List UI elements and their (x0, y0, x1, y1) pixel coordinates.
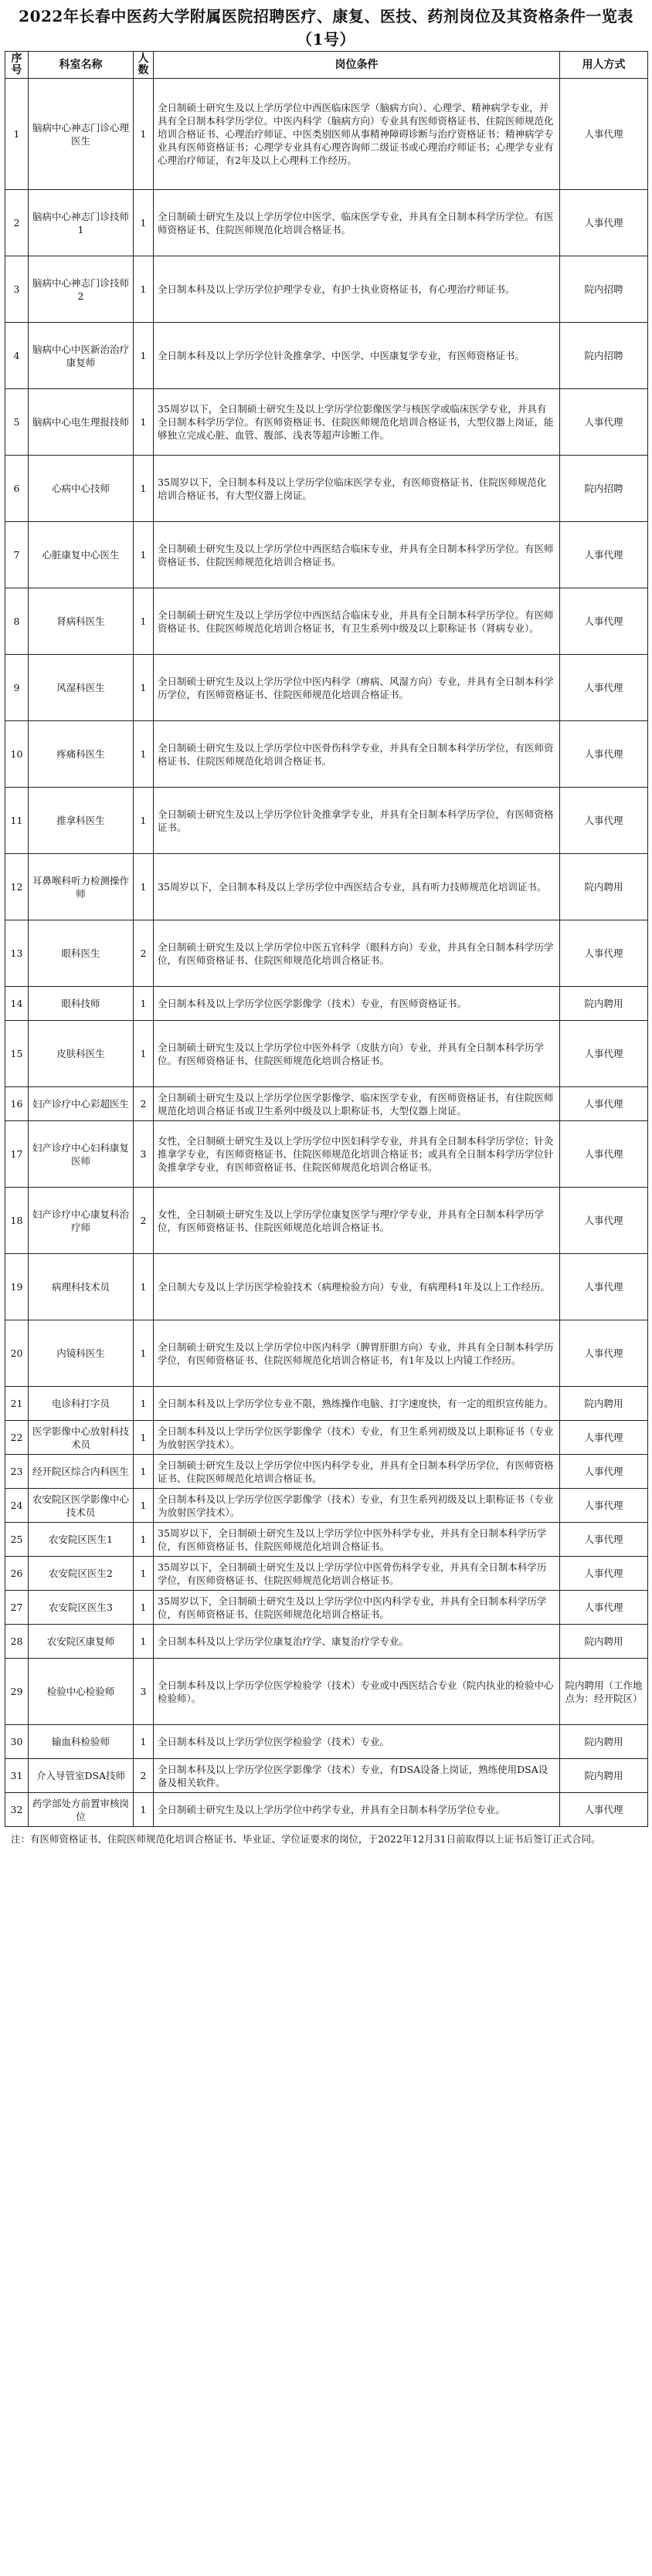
cell-requirements: 全日制硕士研究生及以上学历学位中医内科学（脾胃肝胆方向）专业，并具有全日制本科学历学位，有医师资格证书、住院医师规范化培训合格证书，有1年及以上内镜工作经历。 (154, 1320, 560, 1387)
cell-no: 20 (5, 1320, 29, 1387)
cell-requirements: 女性，全日制硕士研究生及以上学历学位康复医学与理疗学专业，并具有全日制本科学历学位，有医师资格证书、住院医师规范化培训合格证书。 (154, 1188, 560, 1254)
cell-no: 25 (5, 1523, 29, 1557)
cell-count: 1 (134, 256, 154, 323)
cell-dept: 脑病中心电生理报技师 (29, 389, 134, 456)
table-row (5, 1625, 648, 1659)
cell-employment-mode: 人事代理 (560, 1557, 648, 1591)
cell-dept: 妇产诊疗中心康复科治疗师 (29, 1188, 134, 1254)
cell-count: 2 (134, 920, 154, 987)
cell-requirements: 35周岁以下，全日制硕士研究生及以上学历学位中医外科学专业，并具有全日制本科学历学位，有医师资格证书、住院医师规范化培训合格证书。 (154, 1523, 560, 1557)
cell-count: 1 (134, 389, 154, 456)
cell-no: 22 (5, 1421, 29, 1455)
cell-count: 1 (134, 1793, 154, 1827)
cell-no: 16 (5, 1087, 29, 1121)
cell-count: 1 (134, 1625, 154, 1659)
cell-dept: 推拿科医生 (29, 788, 134, 854)
cell-dept: 农安院区医生3 (29, 1591, 134, 1625)
cell-no: 9 (5, 655, 29, 721)
cell-no: 11 (5, 788, 29, 854)
cell-dept: 电诊科打字员 (29, 1387, 134, 1421)
cell-count: 1 (134, 1455, 154, 1489)
table-row (5, 1021, 648, 1087)
cell-count: 1 (134, 1421, 154, 1455)
cell-requirements: 35周岁以下，全日制本科及以上学历学位中西医结合专业，具有听力技师规范化培训证书。 (154, 854, 560, 920)
cell-count: 1 (134, 721, 154, 788)
cell-count: 1 (134, 323, 154, 389)
cell-requirements: 全日制本科及以上学历学位医学检验学（技术）专业或中西医结合专业（院内执业的检验中心检验师）。 (154, 1659, 560, 1725)
cell-requirements: 全日制硕士研究生及以上学历学位中医学、临床医学专业，并具有全日制本科学历学位。有医师资格证书、住院医师规范化培训合格证书。 (154, 190, 560, 256)
cell-employment-mode: 院内招聘 (560, 256, 648, 323)
cell-dept: 病理科技术员 (29, 1254, 134, 1320)
cell-no: 28 (5, 1625, 29, 1659)
cell-no: 18 (5, 1188, 29, 1254)
cell-no: 19 (5, 1254, 29, 1320)
cell-employment-mode: 院内招聘 (560, 456, 648, 522)
cell-employment-mode: 人事代理 (560, 920, 648, 987)
table-row (5, 1254, 648, 1320)
table-row (5, 788, 648, 854)
cell-employment-mode: 院内聘用 (560, 854, 648, 920)
cell-dept: 眼科技师 (29, 987, 134, 1021)
table-row (5, 655, 648, 721)
cell-no: 31 (5, 1759, 29, 1793)
cell-no: 27 (5, 1591, 29, 1625)
cell-count: 1 (134, 456, 154, 522)
cell-requirements: 全日制本科及以上学历学位针灸推拿学、中医学、中医康复学专业，有医师资格证书。 (154, 323, 560, 389)
cell-employment-mode: 人事代理 (560, 1121, 648, 1188)
cell-employment-mode: 人事代理 (560, 1254, 648, 1320)
cell-employment-mode: 院内聘用 (560, 1759, 648, 1793)
cell-requirements: 全日制本科及以上学历学位专业不限，熟练操作电脑、打字速度快，有一定的组织宣传能力。 (154, 1387, 560, 1421)
cell-employment-mode: 人事代理 (560, 79, 648, 190)
table-row (5, 1591, 648, 1625)
cell-dept: 风湿科医生 (29, 655, 134, 721)
table-row (5, 1725, 648, 1759)
cell-no: 5 (5, 389, 29, 456)
cell-no: 15 (5, 1021, 29, 1087)
table-row (5, 1759, 648, 1793)
cell-employment-mode: 人事代理 (560, 1188, 648, 1254)
header-employment-mode: 用人方式 (560, 52, 648, 79)
cell-count: 1 (134, 987, 154, 1021)
table-row (5, 456, 648, 522)
cell-employment-mode: 院内聘用（工作地点为：经开院区） (560, 1659, 648, 1725)
table-row (5, 1489, 648, 1523)
cell-no: 3 (5, 256, 29, 323)
cell-employment-mode: 人事代理 (560, 588, 648, 655)
cell-dept: 肾病科医生 (29, 588, 134, 655)
cell-employment-mode: 人事代理 (560, 655, 648, 721)
cell-dept: 心脏康复中心医生 (29, 522, 134, 588)
cell-employment-mode: 人事代理 (560, 1591, 648, 1625)
cell-requirements: 全日制硕士研究生及以上学历学位针灸推拿学专业，并具有全日制本科学历学位，有医师资格证书。 (154, 788, 560, 854)
cell-count: 1 (134, 788, 154, 854)
cell-employment-mode: 人事代理 (560, 1523, 648, 1557)
cell-no: 7 (5, 522, 29, 588)
cell-dept: 眼科医生 (29, 920, 134, 987)
cell-requirements: 全日制硕士研究生及以上学历学位医学影像学、临床医学专业，有医师资格证书，有住院医师规范化培训合格证书或卫生系列中级及以上职称证书，大型仪器上岗证。 (154, 1087, 560, 1121)
cell-no: 2 (5, 190, 29, 256)
cell-dept: 农安院区康复师 (29, 1625, 134, 1659)
cell-requirements: 全日制本科及以上学历学位医学影像学（技术）专业，有卫生系列初级及以上职称证书（专业为放射医学技术）。 (154, 1489, 560, 1523)
cell-requirements: 全日制硕士研究生及以上学历学位中西医临床医学（脑病方向）、心理学、精神病学专业，并具有全日制本科学历学位。中医内科学（脑病方向）专业具有医师资格证书、住院医师规范化培训合格证书、心理治疗师证、中医类别医师从事精神障碍诊断与治疗资格证书；精神病学专业具有医师资格证书；心理学专业具有心理咨询师二级证书或心理治疗师证书；心理学专业有心理治疗师证，有2年及以上心理科工作经历。 (154, 79, 560, 190)
cell-no: 10 (5, 721, 29, 788)
cell-no: 17 (5, 1121, 29, 1188)
cell-requirements: 全日制本科及以上学历学位医学影像学（技术）专业，有卫生系列初级及以上职称证书（专业为放射医学技术）。 (154, 1421, 560, 1455)
cell-requirements: 35周岁以下，全日制本科及以上学历学位临床医学专业，有医师资格证书、住院医师规范化培训合格证书，有大型仪器上岗证。 (154, 456, 560, 522)
cell-employment-mode: 人事代理 (560, 721, 648, 788)
cell-no: 4 (5, 323, 29, 389)
cell-count: 2 (134, 1087, 154, 1121)
cell-count: 1 (134, 1557, 154, 1591)
cell-dept: 脑病中心中医新治治疗康复师 (29, 323, 134, 389)
cell-dept: 脑病中心神志门诊技师1 (29, 190, 134, 256)
table-row (5, 588, 648, 655)
header-no: 序号 (5, 52, 29, 79)
cell-no: 8 (5, 588, 29, 655)
cell-dept: 内镜科医生 (29, 1320, 134, 1387)
cell-requirements: 全日制本科及以上学历学位医学影像学（技术）专业，有DSA设备上岗证，熟练使用DSA设备及相关软件。 (154, 1759, 560, 1793)
cell-count: 1 (134, 522, 154, 588)
cell-dept: 耳鼻喉科听力检测操作师 (29, 854, 134, 920)
table-header-row (5, 52, 648, 79)
table-row (5, 389, 648, 456)
cell-dept: 农安院区医生1 (29, 1523, 134, 1557)
cell-count: 1 (134, 1489, 154, 1523)
cell-no: 1 (5, 79, 29, 190)
table-row (5, 256, 648, 323)
cell-requirements: 35周岁以下，全日制硕士研究生及以上学历学位影像医学与核医学或临床医学专业，并具有全日制本科学历学位。有医师资格证书、住院医师规范化培训合格证书，大型仪器上岗证，能够独立完成心脏、血管、腹部、浅表等超声诊断工作。 (154, 389, 560, 456)
cell-dept: 医学影像中心放射科技术员 (29, 1421, 134, 1455)
cell-no: 14 (5, 987, 29, 1021)
cell-employment-mode: 人事代理 (560, 1793, 648, 1827)
cell-employment-mode: 人事代理 (560, 1489, 648, 1523)
cell-dept: 介入导管室DSA技师 (29, 1759, 134, 1793)
cell-dept: 心病中心技师 (29, 456, 134, 522)
table-row (5, 854, 648, 920)
cell-employment-mode: 院内聘用 (560, 1625, 648, 1659)
cell-count: 1 (134, 1387, 154, 1421)
table-row (5, 79, 648, 190)
cell-employment-mode: 院内聘用 (560, 1387, 648, 1421)
cell-dept: 输血科检验师 (29, 1725, 134, 1759)
table-row (5, 323, 648, 389)
table-body (5, 79, 648, 1827)
cell-count: 1 (134, 655, 154, 721)
cell-requirements: 全日制硕士研究生及以上学历学位中西医结合临床专业，并具有全日制本科学历学位。有医师资格证书、住院医师规范化培训合格证书，有卫生系列中级及以上职称证书（肾病专业）。 (154, 588, 560, 655)
cell-no: 13 (5, 920, 29, 987)
cell-no: 12 (5, 854, 29, 920)
header-count: 人数 (134, 52, 154, 79)
cell-count: 3 (134, 1121, 154, 1188)
table-row (5, 190, 648, 256)
cell-count: 1 (134, 588, 154, 655)
cell-no: 6 (5, 456, 29, 522)
cell-dept: 妇产诊疗中心彩超医生 (29, 1087, 134, 1121)
page-title: 2022年长春中医药大学附属医院招聘医疗、康复、医技、药剂岗位及其资格条件一览表（1号） (19, 7, 633, 49)
table-row (5, 1523, 648, 1557)
cell-count: 1 (134, 1021, 154, 1087)
cell-count: 2 (134, 1188, 154, 1254)
cell-dept: 皮肤科医生 (29, 1021, 134, 1087)
cell-no: 30 (5, 1725, 29, 1759)
cell-employment-mode: 人事代理 (560, 788, 648, 854)
positions-table (5, 51, 648, 1827)
table-row (5, 522, 648, 588)
cell-dept: 妇产诊疗中心妇科康复医师 (29, 1121, 134, 1188)
cell-count: 3 (134, 1659, 154, 1725)
cell-dept: 疼痛科医生 (29, 721, 134, 788)
cell-count: 1 (134, 1320, 154, 1387)
cell-requirements: 全日制本科及以上学历学位医学检验学（技术）专业。 (154, 1725, 560, 1759)
cell-employment-mode: 院内招聘 (560, 323, 648, 389)
cell-no: 21 (5, 1387, 29, 1421)
cell-count: 1 (134, 1523, 154, 1557)
cell-count: 1 (134, 1591, 154, 1625)
cell-count: 1 (134, 79, 154, 190)
table-row (5, 1387, 648, 1421)
cell-no: 24 (5, 1489, 29, 1523)
table-row (5, 920, 648, 987)
cell-requirements: 全日制硕士研究生及以上学历学位中医五官科学（眼科方向）专业，并具有全日制本科学历学位，有医师资格证书、住院医师规范化培训合格证书。 (154, 920, 560, 987)
cell-count: 1 (134, 854, 154, 920)
cell-no: 29 (5, 1659, 29, 1725)
cell-no: 32 (5, 1793, 29, 1827)
cell-requirements: 全日制硕士研究生及以上学历学位中西医结合临床专业，并具有全日制本科学历学位。有医师资格证书、住院医师规范化培训合格证书。 (154, 522, 560, 588)
table-row (5, 1793, 648, 1827)
cell-employment-mode: 人事代理 (560, 1320, 648, 1387)
cell-count: 1 (134, 190, 154, 256)
header-requirements: 岗位条件 (154, 52, 560, 79)
footnote: 注：有医师资格证书、住院医师规范化培训合格证书、毕业证、学位证要求的岗位，于2022年12月31日前取得以上证书后签订正式合同。 (11, 1833, 601, 1845)
cell-dept: 药学部处方前置审核岗位 (29, 1793, 134, 1827)
cell-requirements: 35周岁以下，全日制硕士研究生及以上学历学位中医骨伤科学专业，并具有全日制本科学历学位，有医师资格证书、住院医师规范化培训合格证书。 (154, 1557, 560, 1591)
cell-count: 1 (134, 1254, 154, 1320)
cell-employment-mode: 人事代理 (560, 1421, 648, 1455)
cell-requirements: 全日制硕士研究生及以上学历学位中医骨伤科学专业，并具有全日制本科学历学位，有医师资格证书、住院医师规范化培训合格证书。 (154, 721, 560, 788)
cell-dept: 脑病中心神志门诊心理医生 (29, 79, 134, 190)
cell-dept: 脑病中心神志门诊技师2 (29, 256, 134, 323)
cell-dept: 农安院区医学影像中心技术员 (29, 1489, 134, 1523)
cell-no: 26 (5, 1557, 29, 1591)
cell-requirements: 女性，全日制硕士研究生及以上学历学位中医妇科学专业，并具有全日制本科学历学位；针灸推拿学专业，有医师资格证书、住院医师规范化培训合格证书；或具有全日制本科学历学位针灸推拿学专业，有医师资格证书、住院医师规范化培训合格证书。 (154, 1121, 560, 1188)
cell-no: 23 (5, 1455, 29, 1489)
cell-requirements: 全日制硕士研究生及以上学历学位中医内科学（痹病、风湿方向）专业，并具有全日制本科学历学位，有医师资格证书、住院医师规范化培训合格证书。 (154, 655, 560, 721)
cell-employment-mode: 人事代理 (560, 389, 648, 456)
cell-requirements: 全日制本科及以上学历学位护理学专业，有护士执业资格证书，有心理治疗师证书。 (154, 256, 560, 323)
cell-requirements: 全日制硕士研究生及以上学历学位中药学专业，并具有全日制本科学历学位专业。 (154, 1793, 560, 1827)
table-row (5, 987, 648, 1021)
table-row (5, 1659, 648, 1725)
header-dept: 科室名称 (29, 52, 134, 79)
cell-count: 1 (134, 1725, 154, 1759)
cell-count: 2 (134, 1759, 154, 1793)
cell-employment-mode: 人事代理 (560, 1087, 648, 1121)
cell-employment-mode: 人事代理 (560, 1455, 648, 1489)
cell-employment-mode: 人事代理 (560, 1021, 648, 1087)
cell-requirements: 全日制本科及以上学历学位康复治疗学、康复治疗学专业。 (154, 1625, 560, 1659)
cell-dept: 经开院区综合内科医生 (29, 1455, 134, 1489)
cell-requirements: 全日制硕士研究生及以上学历学位中医内科学专业，并具有全日制本科学历学位，有医师资格证书、住院医师规范化培训合格证书。 (154, 1455, 560, 1489)
table-row (5, 1455, 648, 1489)
table-row (5, 1320, 648, 1387)
cell-dept: 农安院区医生2 (29, 1557, 134, 1591)
table-row (5, 1188, 648, 1254)
cell-requirements: 全日制本科及以上学历学位医学影像学（技术）专业，有医师资格证书。 (154, 987, 560, 1021)
cell-requirements: 全日制硕士研究生及以上学历学位中医外科学（皮肤方向）专业，并具有全日制本科学历学位。有医师资格证书、住院医师规范化培训合格证书。 (154, 1021, 560, 1087)
cell-requirements: 全日制大专及以上学历医学检验技术（病理检验方向）专业，有病理科1年及以上工作经历。 (154, 1254, 560, 1320)
table-row (5, 1087, 648, 1121)
cell-employment-mode: 人事代理 (560, 190, 648, 256)
table-row (5, 1557, 648, 1591)
table-row (5, 1421, 648, 1455)
cell-employment-mode: 人事代理 (560, 522, 648, 588)
cell-employment-mode: 院内聘用 (560, 987, 648, 1021)
cell-requirements: 35周岁以下，全日制硕士研究生及以上学历学位中医内科学专业，并具有全日制本科学历学位，有医师资格证书、住院医师规范化培训合格证书。 (154, 1591, 560, 1625)
cell-employment-mode: 院内聘用 (560, 1725, 648, 1759)
table-row (5, 721, 648, 788)
table-row (5, 1121, 648, 1188)
cell-dept: 检验中心检验师 (29, 1659, 134, 1725)
